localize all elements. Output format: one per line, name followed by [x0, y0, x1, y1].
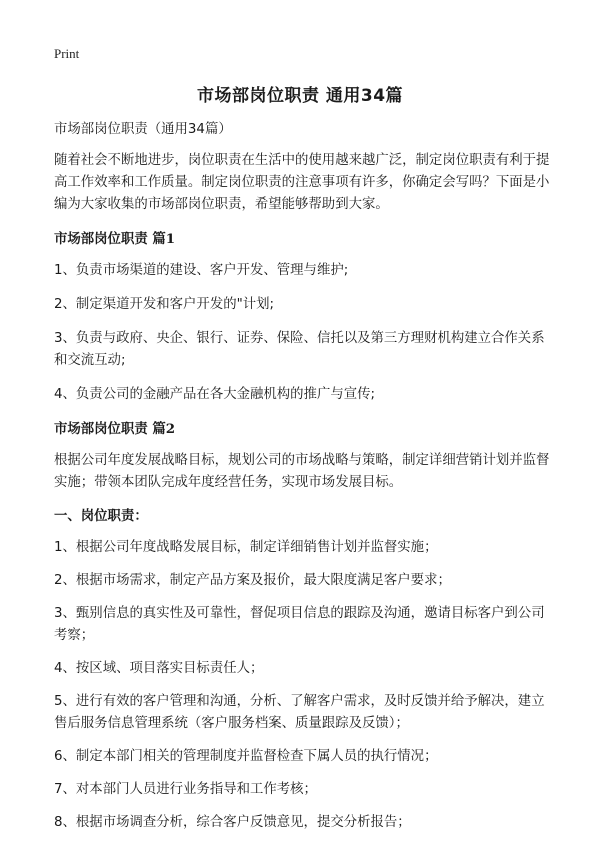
document-body: [54, 119, 554, 845]
section-heading: 市场部岗位职责 篇1: [54, 231, 176, 247]
list-item: 2、制定渠道开发和客户开发的"计划;: [54, 297, 275, 312]
list-item: 1、负责市场渠道的建设、客户开发、管理与维护;: [54, 263, 349, 278]
list-item: 6、制定本部门相关的管理制度并监督检查下属人员的执行情况；: [54, 749, 438, 764]
document-subtitle: 市场部岗位职责（通用34篇）: [54, 122, 232, 137]
list-item: 3、负责与政府、央企、银行、证券、保险、信托以及第三方理财机构建立合作关系和交流互动;: [54, 331, 545, 368]
section-paragraph: 根据公司年度发展战略目标，规划公司的市场战略与策略，制定详细营销计划并监督实施；带领本团队完成年度经营任务，实现市场发展目标。: [54, 453, 550, 490]
page-title: 市场部岗位职责 通用34篇: [196, 86, 404, 106]
list-item: 4、按区域、项目落实目标责任人；: [54, 661, 264, 676]
intro-paragraph: 随着社会不断地进步，岗位职责在生活中的使用越来越广泛，制定岗位职责有利于提高工作效率和工作质量。制定岗位职责的注意事项有许多，你确定会写吗？下面是小编为大家收集的市场部岗位职责，希望能够帮助到大家。: [54, 153, 550, 212]
list-item: 8、根据市场调查分析，综合客户反馈意见，提交分析报告；: [54, 815, 411, 830]
section-heading: 市场部岗位职责 篇2: [54, 421, 176, 437]
subsection-heading: 一、岗位职责：: [54, 508, 148, 524]
list-item: 2、根据市场需求，制定产品方案及报价，最大限度满足客户要求；: [54, 573, 451, 588]
list-item: 7、对本部门人员进行业务指导和工作考核；: [54, 782, 317, 797]
list-item: 5、进行有效的客户管理和沟通，分析、了解客户需求，及时反馈并给予解决，建立售后服务信息管理系统（客户服务档案、质量跟踪及反馈）；: [54, 694, 545, 731]
list-item: 3、甄别信息的真实性及可靠性，督促项目信息的跟踪及沟通，邀请目标客户到公司考察；: [54, 606, 545, 643]
list-item: 1、根据公司年度战略发展目标，制定详细销售计划并监督实施；: [54, 540, 438, 555]
print-link[interactable]: Print: [54, 46, 80, 61]
list-item: 4、负责公司的金融产品在各大金融机构的推广与宣传;: [54, 387, 376, 402]
